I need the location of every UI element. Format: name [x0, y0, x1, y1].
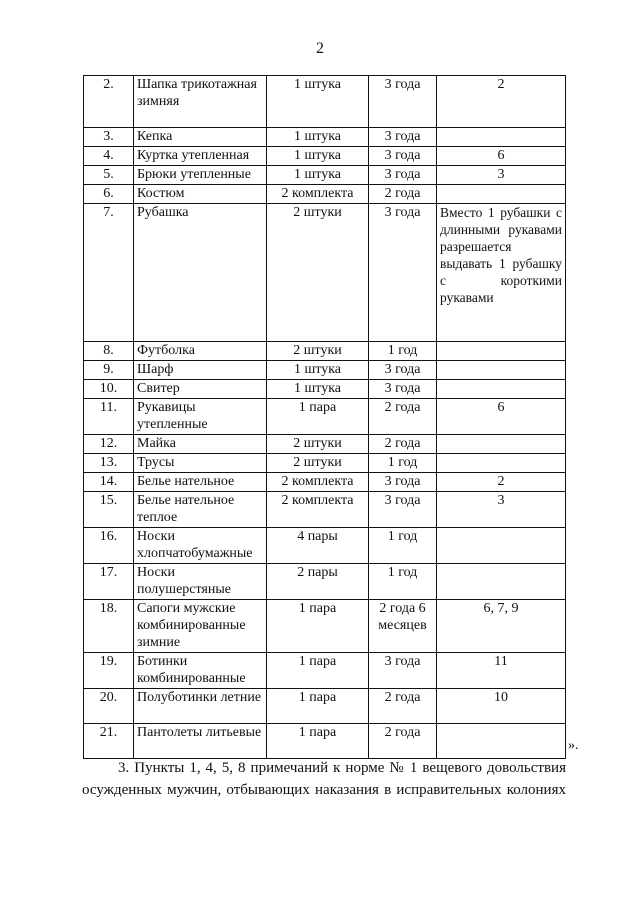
wear-term: 3 года [369, 653, 437, 689]
item-quantity: 1 пара [267, 653, 369, 689]
table-row [84, 76, 566, 128]
item-name: Носки полушерстяные [134, 564, 267, 600]
item-name: Шарф [134, 361, 267, 380]
table-row [84, 564, 566, 600]
table-row [84, 185, 566, 204]
note-cell: 10 [437, 689, 566, 724]
table-row [84, 724, 566, 759]
item-name: Трусы [134, 454, 267, 473]
item-name: Свитер [134, 380, 267, 399]
wear-term: 3 года [369, 380, 437, 399]
table-row [84, 492, 566, 528]
note-cell: 3 [437, 492, 566, 528]
table-row [84, 435, 566, 454]
item-quantity: 2 штуки [267, 435, 369, 454]
item-quantity: 1 пара [267, 399, 369, 435]
clothing-norm-table [83, 75, 566, 759]
note-cell [437, 380, 566, 399]
item-name: Пантолеты литьевые [134, 724, 267, 759]
wear-term: 1 год [369, 454, 437, 473]
row-number: 13. [84, 454, 134, 473]
table-row [84, 342, 566, 361]
item-name: Сапоги мужские комбинированные зимние [134, 600, 267, 653]
wear-term: 3 года [369, 76, 437, 128]
note-cell [437, 724, 566, 759]
note-cell [437, 528, 566, 564]
row-number: 20. [84, 689, 134, 724]
wear-term: 1 год [369, 564, 437, 600]
item-name: Шапка трикотажная зимняя [134, 76, 267, 128]
row-number: 5. [84, 166, 134, 185]
item-name: Полуботинки летние [134, 689, 267, 724]
note-cell: 6 [437, 147, 566, 166]
row-number: 17. [84, 564, 134, 600]
row-number: 11. [84, 399, 134, 435]
item-name: Куртка утепленная [134, 147, 267, 166]
wear-term: 2 года [369, 724, 437, 759]
note-cell: Вместо 1 рубашки с длинными рукавами разрешается выдавать 1 рубашку с короткими рукавами [437, 204, 566, 342]
wear-term: 3 года [369, 204, 437, 342]
note-cell: 2 [437, 76, 566, 128]
table-row [84, 166, 566, 185]
item-name: Белье нательное [134, 473, 267, 492]
item-quantity: 2 пары [267, 564, 369, 600]
item-quantity: 2 комплекта [267, 473, 369, 492]
note-cell [437, 564, 566, 600]
item-quantity: 1 штука [267, 166, 369, 185]
item-quantity: 1 пара [267, 600, 369, 653]
page-number: 2 [316, 40, 324, 57]
note-cell [437, 361, 566, 380]
row-number: 10. [84, 380, 134, 399]
item-quantity: 4 пары [267, 528, 369, 564]
closing-quote: ». [568, 738, 579, 753]
note-cell: 3 [437, 166, 566, 185]
note-cell: 11 [437, 653, 566, 689]
item-name: Ботинки комбинированные [134, 653, 267, 689]
item-name: Майка [134, 435, 267, 454]
row-number: 12. [84, 435, 134, 454]
row-number: 21. [84, 724, 134, 759]
table-row [84, 399, 566, 435]
item-quantity: 1 пара [267, 689, 369, 724]
row-number: 7. [84, 204, 134, 342]
item-name: Футболка [134, 342, 267, 361]
table-row [84, 600, 566, 653]
note-cell: 6 [437, 399, 566, 435]
item-name: Белье нательное теплое [134, 492, 267, 528]
item-name: Брюки утепленные [134, 166, 267, 185]
table-row [84, 128, 566, 147]
item-quantity: 1 штука [267, 380, 369, 399]
row-number: 3. [84, 128, 134, 147]
note-cell [437, 342, 566, 361]
item-quantity: 2 штуки [267, 204, 369, 342]
paragraph-3 [82, 757, 566, 801]
note-cell [437, 185, 566, 204]
item-quantity: 2 комплекта [267, 492, 369, 528]
row-number: 9. [84, 361, 134, 380]
row-number: 19. [84, 653, 134, 689]
wear-term: 1 год [369, 528, 437, 564]
note-cell [437, 454, 566, 473]
wear-term: 2 года [369, 435, 437, 454]
item-quantity: 2 комплекта [267, 185, 369, 204]
wear-term: 2 года 6 месяцев [369, 600, 437, 653]
table-row [84, 204, 566, 342]
wear-term: 3 года [369, 147, 437, 166]
row-number: 6. [84, 185, 134, 204]
row-number: 4. [84, 147, 134, 166]
row-number: 2. [84, 76, 134, 128]
wear-term: 3 года [369, 492, 437, 528]
wear-term: 1 год [369, 342, 437, 361]
item-name: Рукавицы утепленные [134, 399, 267, 435]
item-quantity: 2 штуки [267, 342, 369, 361]
item-name: Носки хлопчатобумажные [134, 528, 267, 564]
item-quantity: 1 штука [267, 361, 369, 380]
table-row [84, 473, 566, 492]
wear-term: 3 года [369, 473, 437, 492]
item-quantity: 1 штука [267, 76, 369, 128]
table-row [84, 380, 566, 399]
wear-term: 2 года [369, 689, 437, 724]
table-row [84, 528, 566, 564]
note-cell [437, 435, 566, 454]
item-quantity: 1 штука [267, 128, 369, 147]
wear-term: 2 года [369, 399, 437, 435]
table-row [84, 361, 566, 380]
paragraph-line: осужденных мужчин, отбывающих наказания в исправительных колониях [82, 782, 566, 798]
item-quantity: 2 штуки [267, 454, 369, 473]
wear-term: 2 года [369, 185, 437, 204]
wear-term: 3 года [369, 361, 437, 380]
item-name: Кепка [134, 128, 267, 147]
row-number: 18. [84, 600, 134, 653]
note-cell [437, 128, 566, 147]
table-row [84, 689, 566, 724]
row-number: 15. [84, 492, 134, 528]
note-cell: 6, 7, 9 [437, 600, 566, 653]
wear-term: 3 года [369, 166, 437, 185]
item-name: Рубашка [134, 204, 267, 342]
wear-term: 3 года [369, 128, 437, 147]
note-cell: 2 [437, 473, 566, 492]
table-row [84, 653, 566, 689]
table-row [84, 454, 566, 473]
table-row [84, 147, 566, 166]
item-quantity: 1 пара [267, 724, 369, 759]
paragraph-line: 3. Пункты 1, 4, 5, 8 примечаний к норме № 1 вещевого довольствия [118, 760, 566, 776]
row-number: 8. [84, 342, 134, 361]
row-number: 16. [84, 528, 134, 564]
row-number: 14. [84, 473, 134, 492]
item-quantity: 1 штука [267, 147, 369, 166]
item-name: Костюм [134, 185, 267, 204]
